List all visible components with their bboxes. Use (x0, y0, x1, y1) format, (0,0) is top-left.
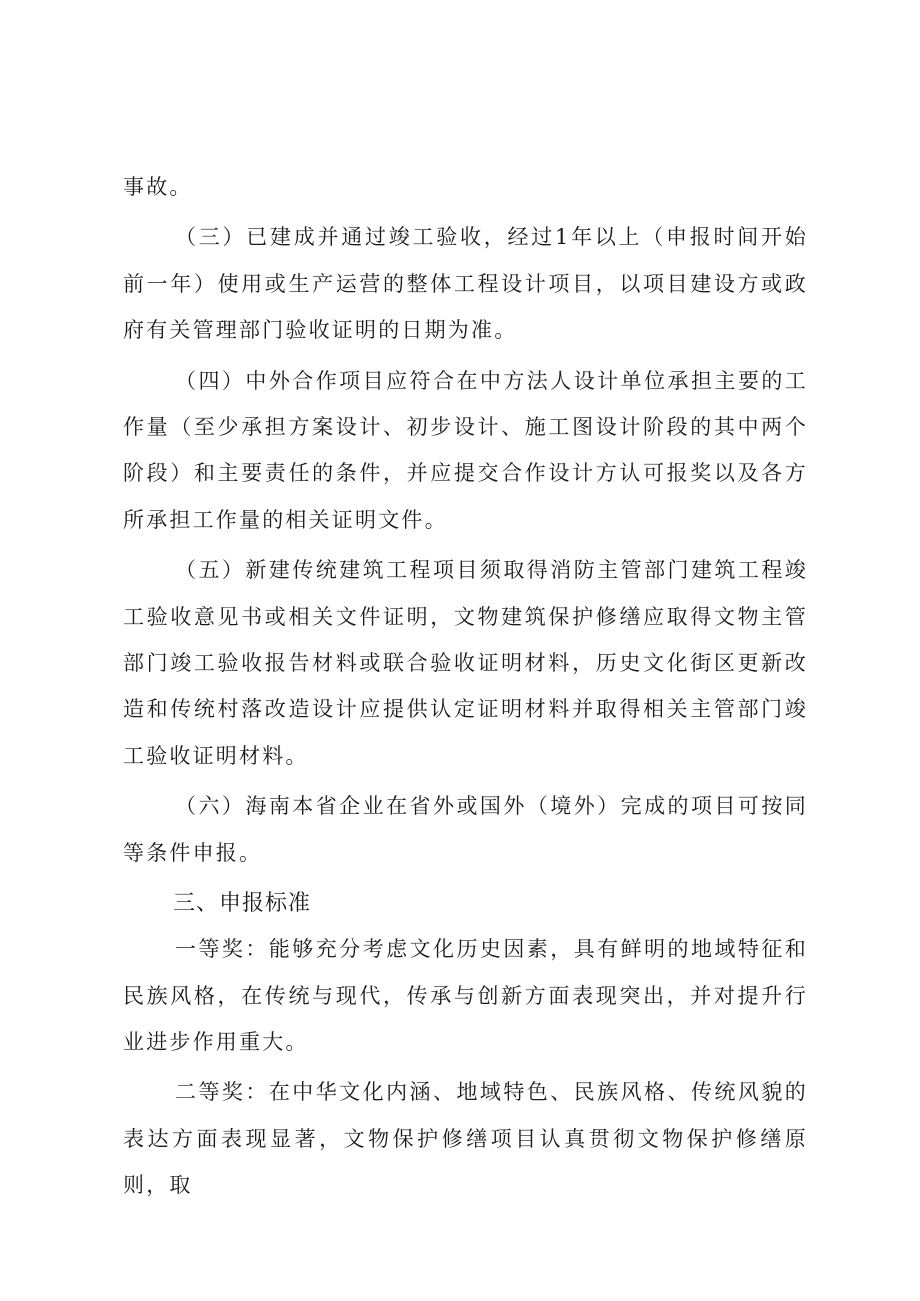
paragraph-item-3: （三）已建成并通过竣工验收，经过1年以上（申报时间开始前一年）使用或生产运营的整体工程设计项目，以项目建设方或政府有关管理部门验收证明的日期为准。 (123, 225, 808, 343)
paragraph-item-5: （五）新建传统建筑工程项目须取得消防主管部门建筑工程竣工验收意见书或相关文件证明，文物建筑保护修缮应取得文物主管部门竣工验收报告材料或联合验收证明材料，历史文化街区更新改造和传统村落改造设计应提供认定证明材料并取得相关主管部门竣工验收证明材料。 (123, 558, 808, 768)
document-body (123, 164, 808, 1209)
paragraph-item-4: （四）中外合作项目应符合在中方法人设计单位承担主要的工作量（至少承担方案设计、初步设计、施工图设计阶段的其中两个阶段）和主要责任的条件，并应提交合作设计方认可报奖以及各方所承担工作量的相关证明文件。 (123, 368, 808, 532)
standard-first-prize: 一等奖：能够充分考虑文化历史因素，具有鲜明的地域特征和民族风格，在传统与现代，传承与创新方面表现突出，并对提升行业进步作用重大。 (123, 937, 808, 1054)
paragraph-continuation: 事故。 (123, 175, 193, 199)
section-heading: 三、申报标准 (173, 891, 312, 917)
paragraph-item-6: （六）海南本省企业在省外或国外（境外）完成的项目可按同等条件申报。 (123, 794, 808, 865)
standard-second-prize: 二等奖：在中华文化内涵、地域特色、民族风格、传统风貌的表达方面表现显著，文物保护修缮项目认真贯彻文物保护修缮原则，取 (123, 1080, 808, 1198)
